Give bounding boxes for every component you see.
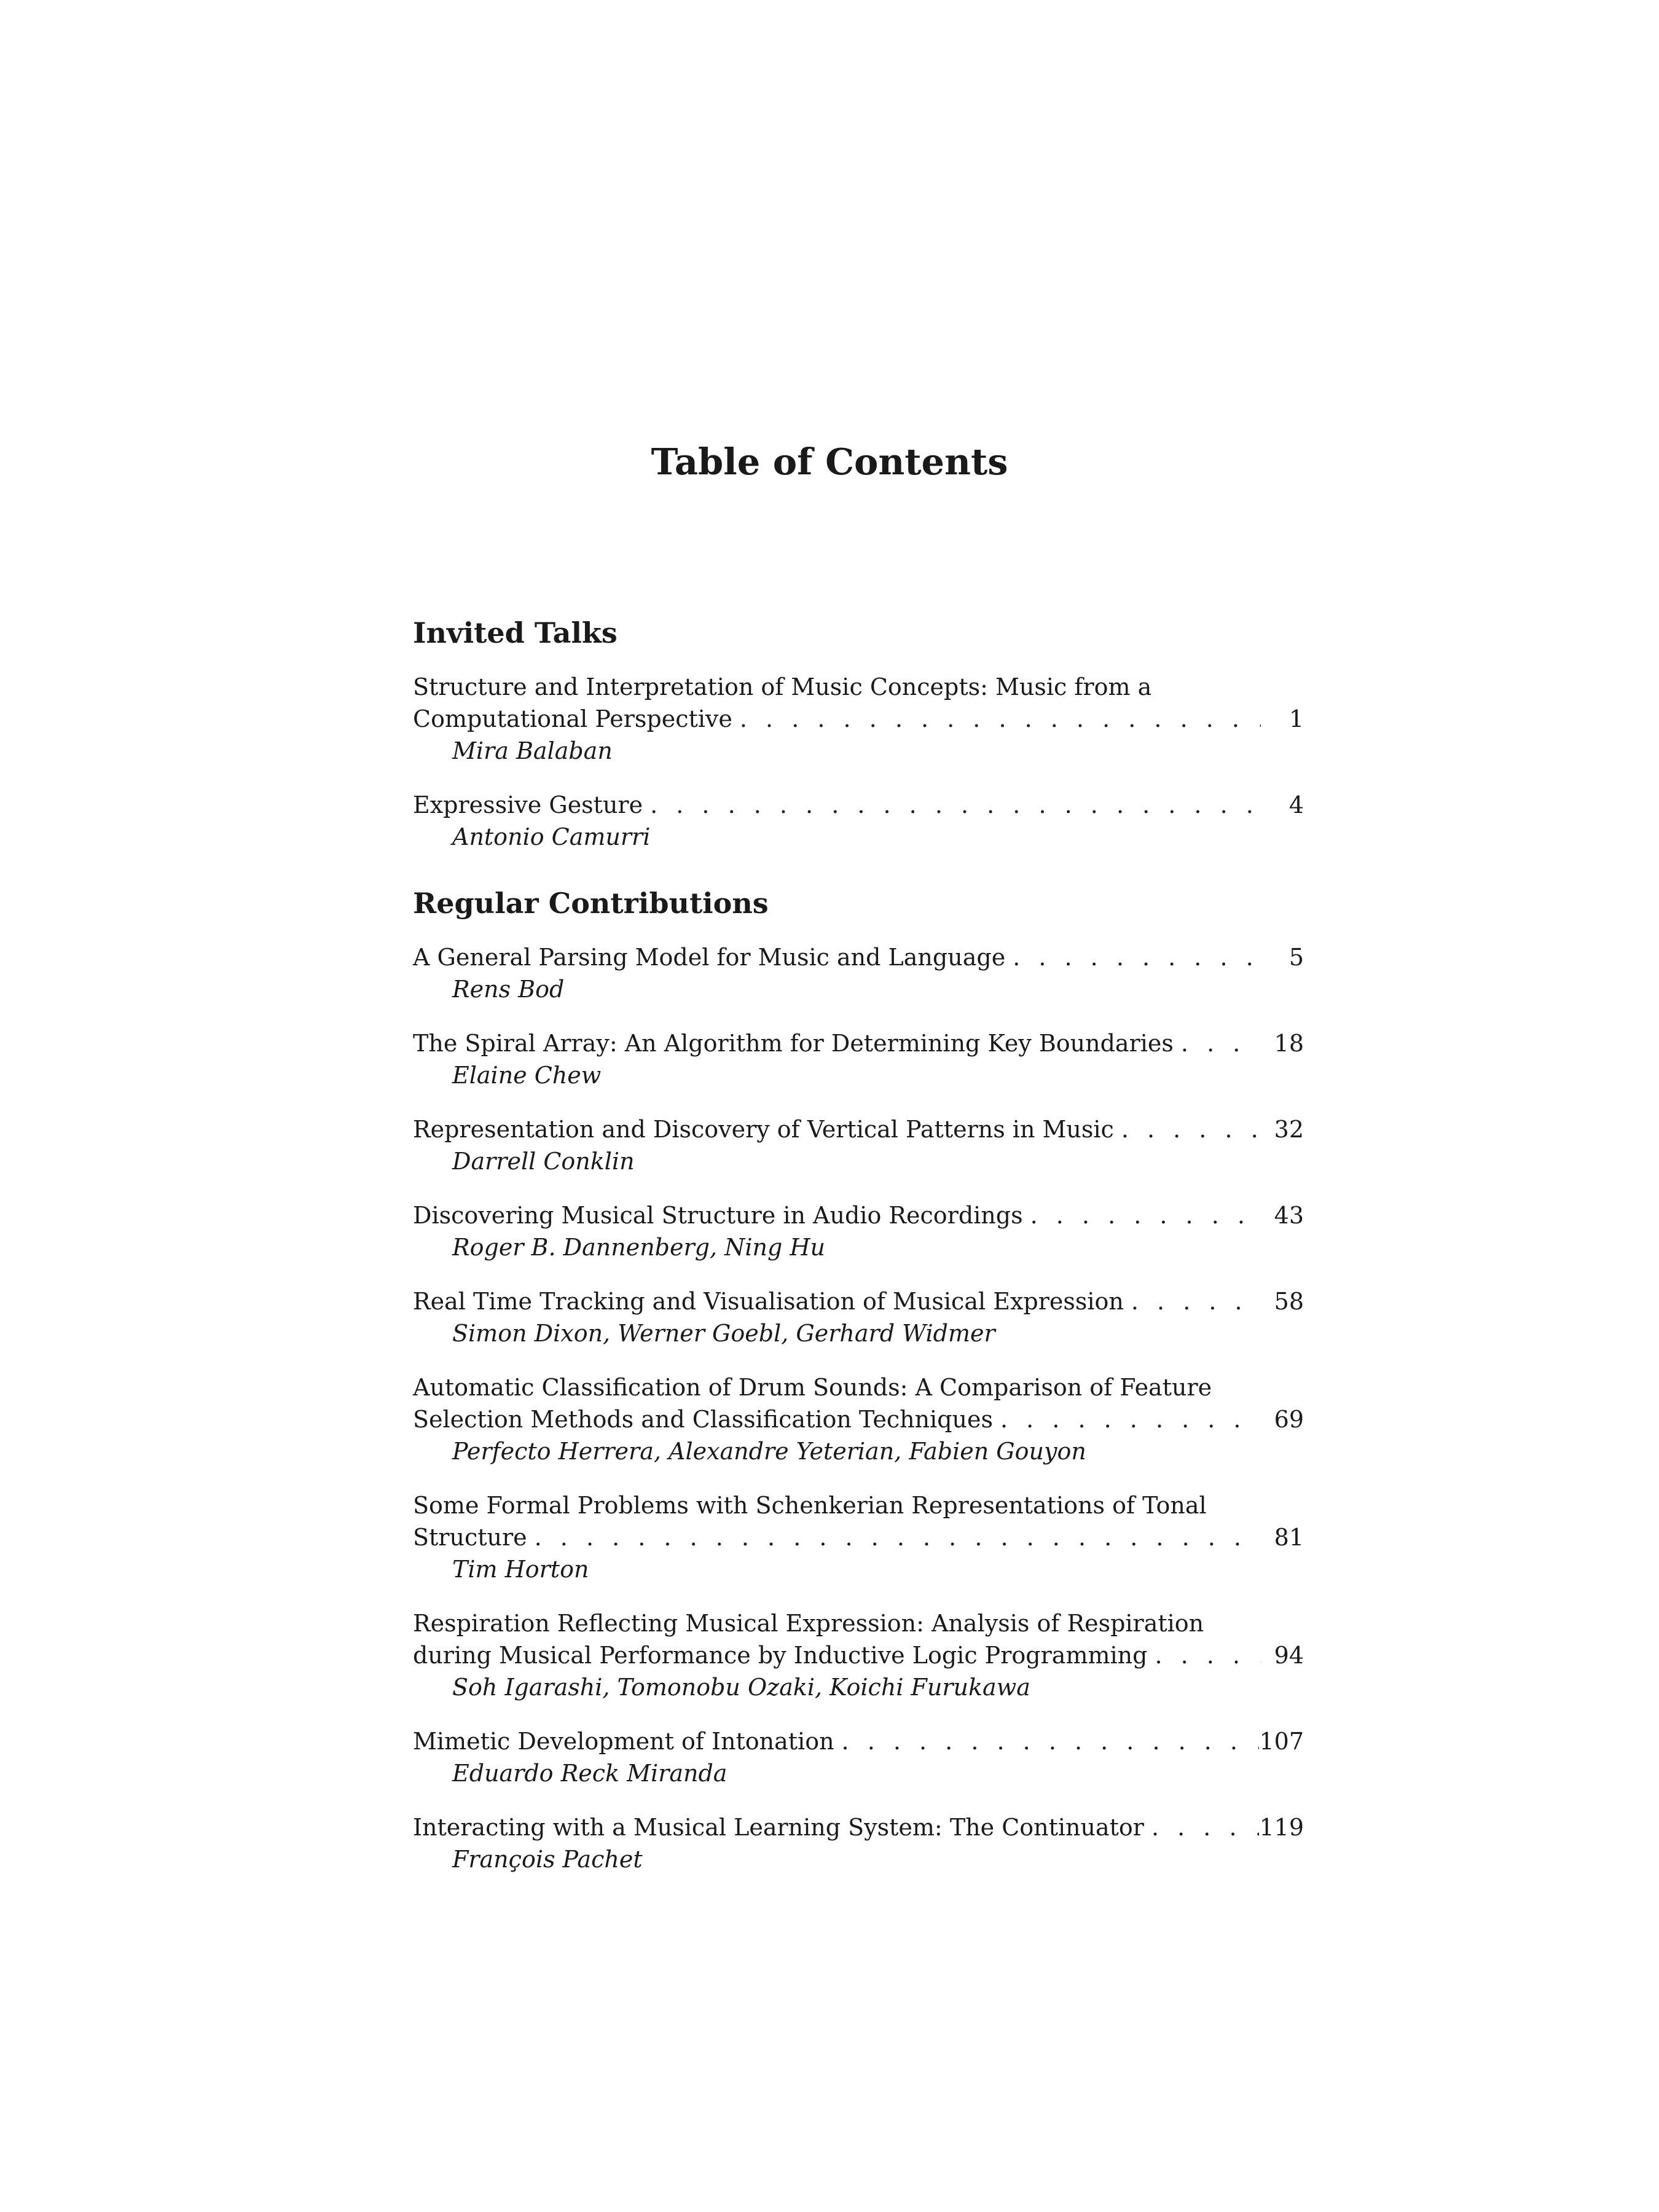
toc-entry[interactable]	[413, 1285, 1304, 1349]
entry-title-row	[413, 941, 1304, 973]
dot-leader	[732, 703, 1261, 735]
entry-authors: Simon Dixon, Werner Goebl, Gerhard Widmer	[452, 1320, 995, 1347]
dot-leader	[1114, 1113, 1261, 1145]
toc-section	[413, 875, 1304, 1875]
table-of-contents	[413, 602, 1304, 1897]
entry-title: The Spiral Array: An Algorithm for Determining Key Boundaries	[413, 1030, 1174, 1057]
entry-title-row	[413, 1199, 1304, 1231]
entry-title-row	[413, 1521, 1304, 1553]
entry-title: Structure	[413, 1524, 527, 1551]
dot-leader	[1005, 941, 1261, 973]
entry-title: Representation and Discovery of Vertical Patterns in Music	[413, 1116, 1114, 1143]
dot-leader	[1023, 1199, 1261, 1231]
entry-title-line: Some Formal Problems with Schenkerian Representations of Tonal	[413, 1492, 1207, 1519]
entry-title-row	[413, 1811, 1304, 1843]
toc-entry[interactable]	[413, 789, 1304, 853]
dot-leader	[1124, 1285, 1261, 1317]
page-number[interactable]: 5	[1288, 944, 1304, 971]
page-title: Table of Contents	[651, 441, 1008, 483]
toc-entry[interactable]	[413, 1607, 1304, 1703]
dot-leader	[1174, 1027, 1261, 1059]
dot-leader	[834, 1725, 1260, 1757]
entry-title: Computational Perspective	[413, 705, 732, 732]
entry-title-line: Automatic Classification of Drum Sounds: A Comparison of Feature	[413, 1374, 1212, 1401]
entry-title-row	[413, 1113, 1304, 1145]
entry-title: Real Time Tracking and Visualisation of Musical Expression	[413, 1288, 1124, 1315]
toc-entry[interactable]	[413, 1489, 1304, 1585]
entry-title-line: Respiration Reflecting Musical Expression: Analysis of Respiration	[413, 1610, 1204, 1637]
section-heading: Invited Talks	[413, 616, 618, 649]
page-number[interactable]: 43	[1274, 1202, 1304, 1229]
toc-entry[interactable]	[413, 1199, 1304, 1263]
toc-entry[interactable]	[413, 1725, 1304, 1789]
entry-title-line: Structure and Interpretation of Music Concepts: Music from a	[413, 673, 1152, 700]
dot-leader	[1147, 1639, 1261, 1671]
entry-title: Interacting with a Musical Learning System: The Continuator	[413, 1814, 1144, 1841]
entry-title: Selection Methods and Classification Techniques	[413, 1406, 993, 1433]
entry-authors: Antonio Camurri	[452, 823, 651, 850]
toc-section	[413, 602, 1304, 853]
entry-authors: Soh Igarashi, Tomonobu Ozaki, Koichi Furukawa	[452, 1674, 1030, 1701]
entry-title: Mimetic Development of Intonation	[413, 1728, 834, 1755]
dot-leader	[643, 789, 1261, 821]
entry-title-row	[413, 1725, 1304, 1757]
entry-title-row	[413, 703, 1304, 735]
page-number[interactable]: 94	[1274, 1642, 1304, 1669]
entry-title: A General Parsing Model for Music and Language	[413, 944, 1006, 971]
page-number[interactable]: 107	[1259, 1728, 1304, 1755]
entry-title-row	[413, 1403, 1304, 1435]
entry-title-row	[413, 1285, 1304, 1317]
dot-leader	[993, 1403, 1261, 1435]
entry-authors: Mira Balaban	[452, 737, 613, 764]
entry-title: Expressive Gesture	[413, 791, 643, 818]
page-number[interactable]: 1	[1288, 705, 1304, 732]
toc-entry[interactable]	[413, 671, 1304, 767]
entry-title-row	[413, 1639, 1304, 1671]
toc-entry[interactable]	[413, 1027, 1304, 1091]
entry-authors: Elaine Chew	[452, 1062, 602, 1089]
entry-authors: Perfecto Herrera, Alexandre Yeterian, Fabien Gouyon	[452, 1438, 1086, 1465]
section-heading: Regular Contributions	[413, 887, 769, 920]
entry-authors: Roger B. Dannenberg, Ning Hu	[452, 1234, 826, 1261]
page-number[interactable]: 81	[1274, 1524, 1304, 1551]
dot-leader	[527, 1521, 1261, 1553]
toc-entry[interactable]	[413, 941, 1304, 1005]
page-number[interactable]: 119	[1259, 1814, 1304, 1841]
dot-leader	[1144, 1811, 1260, 1843]
toc-entry[interactable]	[413, 1811, 1304, 1875]
page-number[interactable]: 58	[1274, 1288, 1304, 1315]
toc-entry[interactable]	[413, 1113, 1304, 1177]
toc-entry[interactable]	[413, 1371, 1304, 1467]
entry-authors: François Pachet	[452, 1846, 643, 1873]
entry-authors: Tim Horton	[452, 1556, 589, 1583]
entry-authors: Eduardo Reck Miranda	[452, 1760, 728, 1787]
entry-title: during Musical Performance by Inductive Logic Programming	[413, 1642, 1148, 1669]
page-number[interactable]: 18	[1274, 1030, 1304, 1057]
entry-title-row	[413, 1027, 1304, 1059]
entry-authors: Darrell Conklin	[452, 1148, 635, 1175]
entry-title-row	[413, 789, 1304, 821]
entry-title: Discovering Musical Structure in Audio Recordings	[413, 1202, 1023, 1229]
page-number[interactable]: 4	[1288, 791, 1304, 818]
page-number[interactable]: 32	[1274, 1116, 1304, 1143]
entry-authors: Rens Bod	[452, 976, 565, 1003]
page-number[interactable]: 69	[1274, 1406, 1304, 1433]
